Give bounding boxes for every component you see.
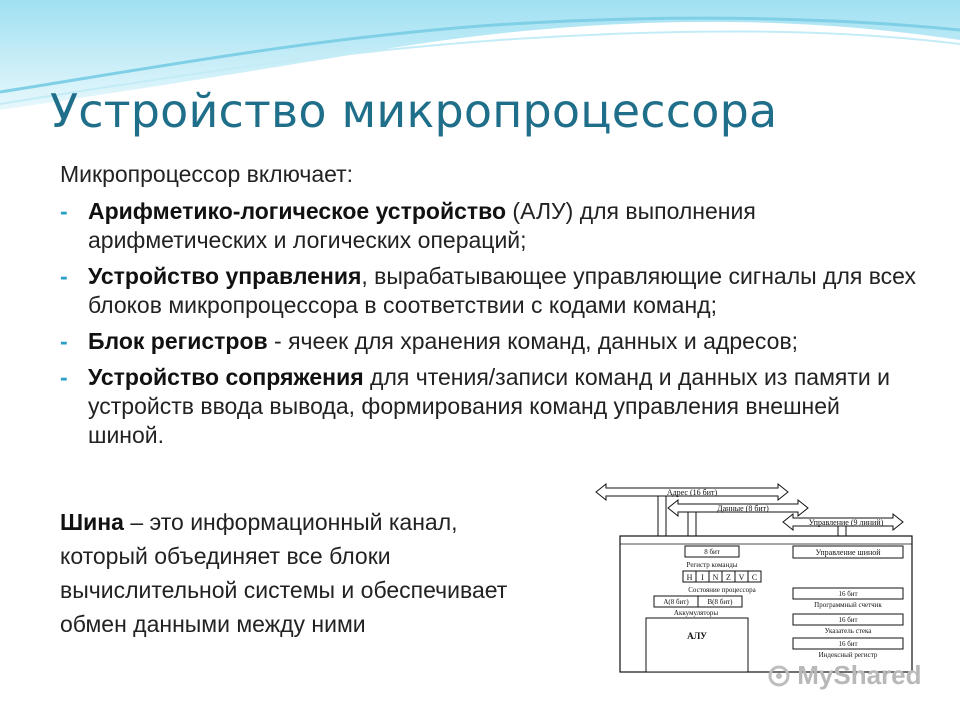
component-list	[60, 197, 920, 450]
slide-content	[60, 160, 920, 457]
flag-c: C	[751, 573, 758, 582]
accumulators-label: Аккумуляторы	[673, 609, 719, 617]
list-item	[60, 327, 920, 356]
flag-h: H	[686, 573, 693, 582]
bus-definition	[60, 505, 600, 641]
watermark-text: MyShared	[797, 660, 922, 690]
bus-text: – это информационный канал,	[123, 509, 458, 535]
stack-pointer-bits: 16 бит	[838, 616, 858, 624]
item-description: - ячеек для хранения команд, данных и адресов;	[267, 328, 799, 354]
index-register-label: Индексный регистр	[818, 651, 878, 659]
flag-n: N	[712, 573, 719, 582]
dash-bullet: -	[60, 198, 68, 224]
watermark-logo	[768, 660, 922, 691]
list-item	[60, 262, 920, 320]
watermark-icon	[768, 665, 790, 687]
bus-line-4: обмен данными между ними	[60, 611, 366, 637]
intro-text: Микропроцессор включает:	[60, 161, 354, 187]
bus-connectors	[658, 496, 846, 536]
flag-v: V	[738, 573, 745, 582]
data-bus-label: Данные (8 бит)	[717, 504, 769, 513]
cmd-register-bits: 8 бит	[704, 548, 720, 556]
program-counter-label: Программный счетчик	[814, 601, 882, 609]
bus-line-1	[60, 505, 600, 539]
alu-label: АЛУ	[687, 631, 707, 641]
cmd-register-label: Регистр команды	[686, 561, 738, 569]
slide-title: Устройство микропроцессора	[50, 84, 778, 138]
flag-i: I	[701, 573, 704, 582]
alu-box	[646, 618, 748, 672]
flag-z: Z	[726, 573, 731, 582]
list-item	[60, 197, 920, 255]
dash-bullet: -	[60, 328, 68, 354]
bus-line-2: который объединяет все блоки	[60, 543, 391, 569]
list-item	[60, 363, 920, 450]
item-bold-term: Устройство сопряжения	[88, 364, 364, 390]
flag-register	[683, 571, 761, 582]
bus-control-label: Управление шиной	[815, 548, 881, 557]
dash-bullet: -	[60, 263, 68, 289]
reg-b-label: В(8 бит)	[707, 598, 733, 606]
address-bus-label: Адрес (16 бит)	[666, 488, 718, 497]
program-counter-bits: 16 бит	[838, 590, 858, 598]
stack-pointer-label: Указатель стека	[824, 627, 872, 635]
index-register-bits: 16 бит	[838, 640, 858, 648]
item-description: , вырабатывающее управляющие сигналы для всех блоков микропроцессора в соответствии с кодами команд;	[88, 263, 916, 318]
bus-term: Шина	[60, 509, 124, 535]
cpu-state-label: Состояние процессора	[688, 586, 756, 594]
microprocessor-diagram	[588, 478, 918, 674]
control-bus-label: Управление (9 линий)	[808, 518, 884, 527]
item-bold-term: Устройство управления	[88, 263, 362, 289]
item-description: (АЛУ) для выполнения арифметических и логических операций;	[88, 198, 756, 253]
bus-line-3: вычислительной системы и обеспечивает	[60, 577, 508, 603]
reg-a-label: А(8 бит)	[663, 598, 689, 606]
dash-bullet: -	[60, 364, 68, 390]
item-bold-term: Арифметико-логическое устройство	[88, 198, 507, 224]
item-bold-term: Блок регистров	[88, 328, 268, 354]
item-description: для чтения/записи команд и данных из памяти и устройств ввода вывода, формирования команд управления внешней шиной.	[88, 364, 890, 448]
